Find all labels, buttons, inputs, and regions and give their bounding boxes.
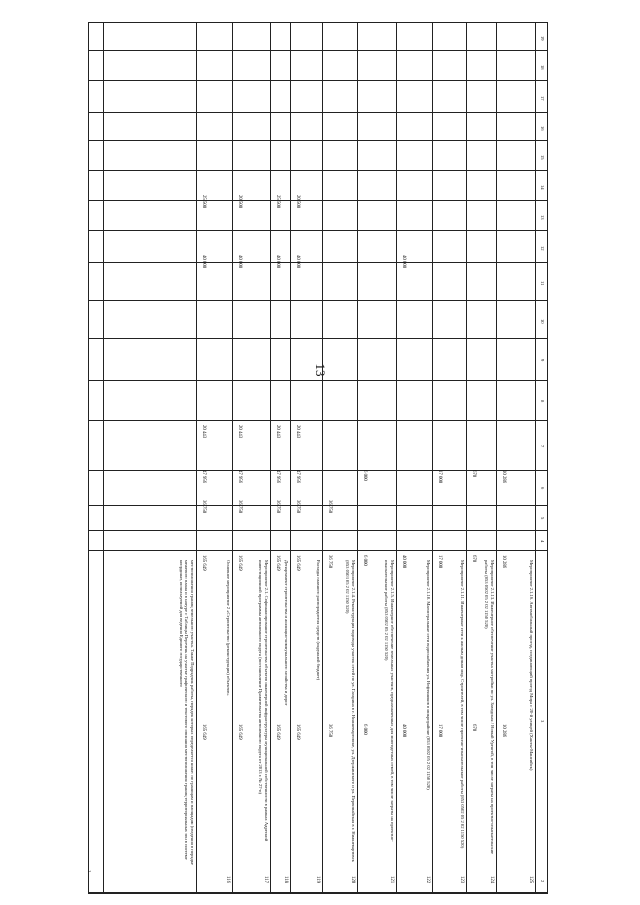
- cell-c7: 36 750: [201, 500, 206, 514]
- cell-c12: 40 000: [275, 255, 280, 269]
- column-header-1: 1: [87, 870, 92, 873]
- column-header-5: 5: [540, 517, 545, 520]
- cell-c9: 20 443: [201, 425, 206, 439]
- row-name: Расходы главного распорядителя средств (окружной бюджет): [316, 560, 321, 681]
- col-boundary: [88, 200, 548, 201]
- cell-c5: 17 000: [437, 555, 442, 569]
- row-number: 120: [350, 876, 355, 884]
- col-boundary: [88, 550, 548, 551]
- column-header-6: 6: [540, 487, 545, 490]
- cell-c3: 36 750: [327, 724, 332, 738]
- row-name: Мероприятие 2.1.10. Магистральные сети водоснабжения ул. Нефтяников в микрорайоне (853 0502 05 2 02 1150 520): [426, 560, 431, 790]
- col-boundary: [88, 505, 548, 506]
- page-number: 13: [313, 363, 328, 377]
- column-header-18: 18: [540, 65, 545, 70]
- cell-c8: 47 956: [237, 470, 242, 484]
- row-number: 116: [225, 876, 230, 884]
- cell-c7: 36 750: [275, 500, 280, 514]
- column-header-8: 8: [540, 400, 545, 403]
- row-name: местоположения границ земельного участка. Также Подрядчик работы, порядок которых определяется ниже: по границам и площадям (сведения в порядке межевого плана и в натуре с Таблицы Перечень на участке графического и текстового описания местоположения границ территориальных зон в системе координат, используемой для ведения Единого государственного: [178, 560, 195, 865]
- column-header-14: 14: [540, 185, 545, 190]
- cell-c12: 40 000: [401, 255, 406, 269]
- column-header-16: 16: [540, 126, 545, 131]
- cell-c3: 165 649: [237, 724, 242, 740]
- row-name: Мероприятие 2.1.13. Инженерное обеспечение участка застройки по ул. Заводская / Новый Уренгой, в том числе затраты на проектно-изыскательские работы (853 0502 05 2 02 1150 520): [484, 560, 495, 855]
- cell-c5: 40 000: [401, 555, 406, 569]
- cell-c8: 47 956: [295, 470, 300, 484]
- col-boundary: [88, 22, 548, 23]
- col-boundary: [88, 140, 548, 141]
- column-header-9: 9: [540, 359, 545, 362]
- col-boundary: [88, 530, 548, 531]
- col-boundary: [88, 230, 548, 231]
- cell-c7: 36 750: [295, 500, 300, 514]
- cell-c3: 17 000: [437, 724, 442, 738]
- col-boundary: [88, 262, 548, 263]
- col-boundary: [88, 80, 548, 81]
- row-number: 122: [425, 876, 430, 884]
- cell-c3: 10 286: [501, 724, 506, 738]
- row-number: 119: [315, 876, 320, 884]
- cell-c7: 36 750: [237, 500, 242, 514]
- cell-c9: 20 443: [237, 425, 242, 439]
- cell-c7: 36 750: [327, 500, 332, 514]
- cell-c5: 36 750: [327, 555, 332, 569]
- row-number: 121: [389, 876, 394, 884]
- cell-c14: 20 500: [295, 195, 300, 209]
- cell-c3: 165 649: [295, 724, 300, 740]
- col-boundary: [88, 112, 548, 113]
- column-header-4: 4: [540, 540, 545, 543]
- cell-c12: 40 000: [237, 255, 242, 269]
- cell-c9: 20 443: [275, 425, 280, 439]
- cell-c14: 20 500: [237, 195, 242, 209]
- column-header-11: 11: [540, 281, 545, 286]
- col-boundary: [88, 893, 548, 894]
- cell-c14: 25 500: [201, 195, 206, 209]
- cell-c3: 6 000: [362, 724, 367, 735]
- cell-c3: 165 649: [201, 724, 206, 740]
- cell-c9: 20 443: [295, 425, 300, 439]
- row-number: 117: [263, 876, 268, 884]
- row-name: Основное мероприятие 2 «Строительство (реконструкция) объектов»: [226, 560, 231, 696]
- row-name: Мероприятие 2.1.4. Реконструкция водовода участок сетей по ул. Гагарина в г. Нижневартовске, ул. Дзержинского и ул. Первомайская в г. Нижневартовск (853 0503 05 2 02 1150 520): [345, 560, 356, 862]
- col-boundary: [88, 420, 548, 421]
- row-name: Департамент строительства и жилищно-коммунального хозяйства и дорог: [284, 560, 289, 706]
- cell-c5: 670: [471, 555, 476, 563]
- cell-c5: 165 649: [275, 555, 280, 571]
- column-header-3: 3: [540, 720, 545, 723]
- row-name: Мероприятие 2.1.5. Инженерное обеспечение земельных участков, предназначенных для многодетных семей, в том числе затраты на проектно-изыскательские работы (853 0502 05 2 02 1150 520): [384, 560, 395, 842]
- cell-c5: 165 649: [295, 555, 300, 571]
- cell-c5: 6 000: [362, 555, 367, 566]
- cell-c8: 670: [471, 470, 476, 478]
- row-number: 123: [459, 876, 464, 884]
- column-header-7: 7: [540, 445, 545, 448]
- cell-c8: 47 956: [275, 470, 280, 484]
- col-boundary: [88, 338, 548, 339]
- column-header-13: 13: [540, 215, 545, 220]
- cell-c3: 40 000: [401, 724, 406, 738]
- cell-c8: 17 000: [437, 470, 442, 484]
- column-header-2: 2: [540, 880, 545, 883]
- column-header-17: 17: [540, 96, 545, 101]
- row-name: Мероприятие 2.1.16. Автомобильный проезд, соединяющий проезд Мира с 20-й улицей (Ханты-Мансийск): [529, 560, 534, 771]
- col-boundary: [88, 170, 548, 171]
- row-name: Мероприятие 2.1. Софинансирование строительства объектов инженерной инфраструктуры муниципальной собственности в рамках Адресной инвестиционной программы автономного округа (постановление Правительства автономного округа от 2013 г. № 27-п): [258, 560, 269, 842]
- cell-c12: 40 000: [295, 255, 300, 269]
- col-boundary: [88, 300, 548, 301]
- cell-c5: 165 649: [237, 555, 242, 571]
- cell-c3: 670: [471, 724, 476, 732]
- cell-c8: 10 286: [501, 470, 506, 484]
- col-boundary: [88, 380, 548, 381]
- col-boundary: [88, 470, 548, 471]
- column-header-10: 10: [540, 319, 545, 324]
- col-boundary: [88, 50, 548, 51]
- cell-c14: 25 500: [275, 195, 280, 209]
- cell-c8: 6 000: [362, 470, 367, 481]
- row-number: 125: [528, 876, 533, 884]
- cell-c8: 47 956: [201, 470, 206, 484]
- column-header-19: 19: [540, 36, 545, 41]
- column-header-15: 15: [540, 155, 545, 160]
- row-name: Мероприятие 2.1.11. Инженерные сети к жилым домам мкр. Строителей, в том числе проектно-изыскательские работы (853 0502 05 2 02 1150 520): [460, 560, 465, 849]
- column-header-12: 12: [540, 246, 545, 251]
- cell-c12: 40 000: [201, 255, 206, 269]
- cell-c3: 165 649: [275, 724, 280, 740]
- row-number: 118: [283, 876, 288, 884]
- cell-c5: 165 649: [201, 555, 206, 571]
- col-divider: [535, 22, 536, 893]
- row-number: 124: [489, 876, 494, 884]
- cell-c5: 10 286: [501, 555, 506, 569]
